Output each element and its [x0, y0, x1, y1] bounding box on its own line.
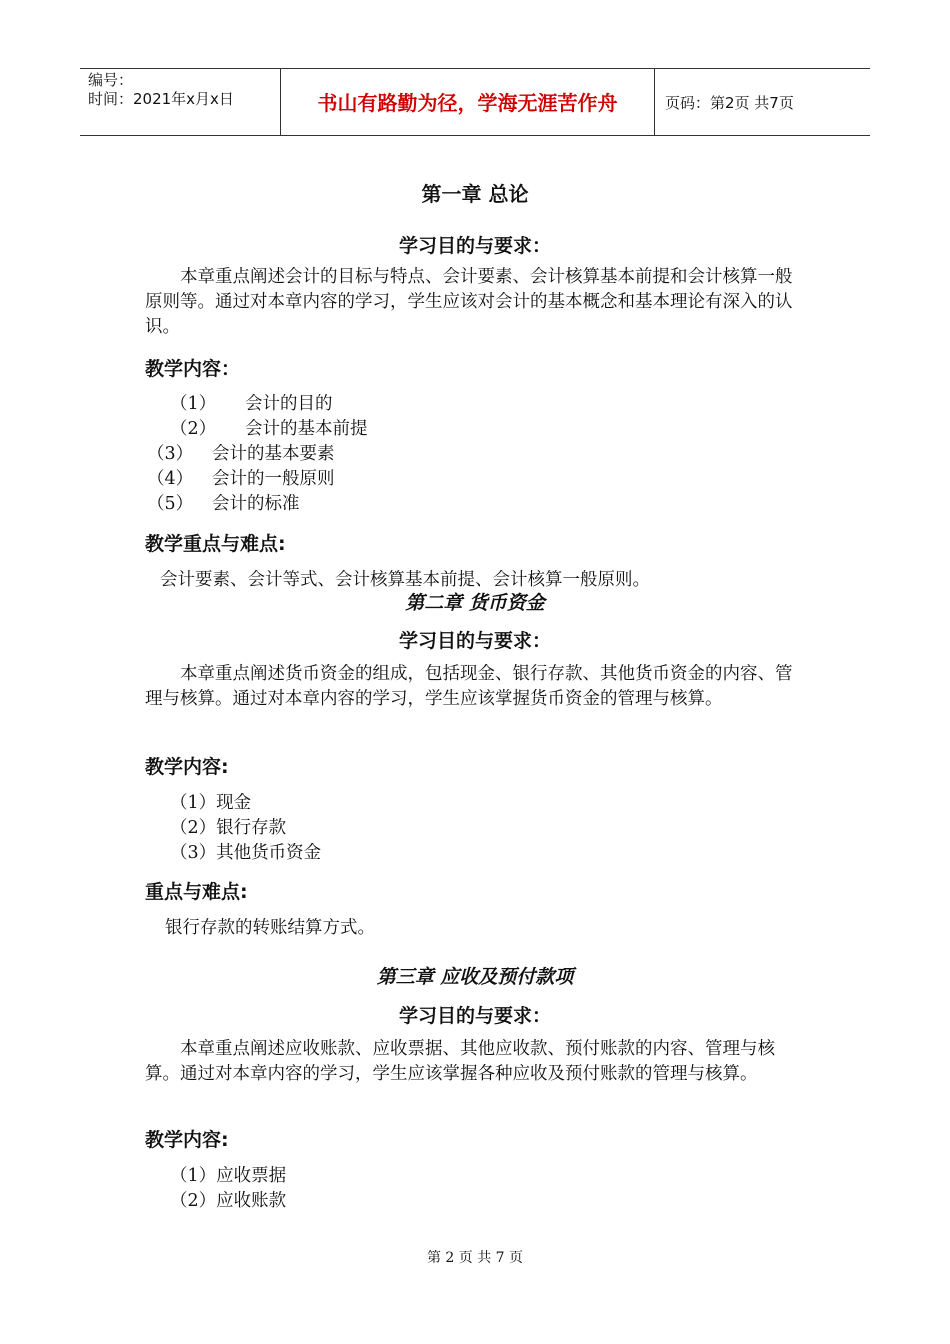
page-footer: 第 2 页 共 7 页 [426, 1250, 524, 1266]
header-page-info: 页码：第2页 共7页 [665, 94, 794, 112]
list-item: （5） [147, 494, 194, 514]
chapter-1-content-heading: 教学内容： [145, 358, 241, 380]
list-item: （2）银行存款 [170, 818, 287, 838]
header-meta-cell [80, 69, 281, 135]
chapter-1-key-heading: 教学重点与难点: [145, 533, 286, 555]
list-item-text: 会计的基本前提 [245, 419, 368, 439]
chapter-2-key-heading: 重点与难点: [145, 881, 248, 903]
list-item: （2）应收账款 [170, 1191, 287, 1211]
list-item: （1） [170, 394, 217, 414]
list-item: （3） [147, 444, 194, 464]
chapter-2-key-text: 银行存款的转账结算方式。 [165, 918, 375, 938]
chapter-3-content-heading: 教学内容: [145, 1129, 229, 1151]
list-item: （1）现金 [170, 793, 252, 813]
list-item: （1）应收票据 [170, 1166, 287, 1186]
chapter-1-goal-paragraph: 本章重点阐述会计的目标与特点、会计要素、会计核算基本前提和会计核算一般原则等。通过对本章内容的学习，学生应该对会计的基本概念和基本理论有深入的认识。 [145, 267, 793, 337]
list-item: （3）其他货币资金 [170, 843, 322, 863]
chapter-3-title: 第三章 应收及预付款项 [376, 966, 574, 988]
page-header-table [80, 68, 870, 136]
list-item-text: 会计的一般原则 [212, 469, 335, 489]
chapter-3-goal-heading: 学习目的与要求： [398, 1005, 551, 1027]
chapter-1-key-text: 会计要素、会计等式、会计核算基本前提、会计核算一般原则。 [160, 570, 650, 590]
list-item-text: 会计的基本要素 [212, 444, 335, 464]
chapter-1-goal-highlight: 会计的目标与特点、会计要素、会计核算基本前提和会计核算一般原则 [145, 267, 793, 312]
chapter-1-title: 第一章 总论 [421, 182, 529, 206]
chapter-2-content-heading: 教学内容: [145, 756, 229, 778]
chapter-3-goal-paragraph: 本章重点阐述应收账款、应收票据、其他应收款、预付账款的内容、管理与核算。通过对本章内容的学习，学生应该掌握各种应收及预付账款的管理与核算。 [145, 1039, 775, 1084]
header-time: 时间：2021年x月x日 [88, 90, 234, 108]
chapter-2-goal-paragraph: 本章重点阐述货币资金的组成，包括现金、银行存款、其他货币资金的内容、管理与核算。通过对本章内容的学习，学生应该掌握货币资金的管理与核算。 [145, 664, 793, 709]
list-item: （2） [170, 419, 217, 439]
header-number: 编号： [88, 71, 134, 89]
list-item-text: 会计的标准 [212, 494, 300, 514]
list-item: （4） [147, 469, 194, 489]
chapter-2-goal-heading: 学习目的与要求： [398, 630, 551, 652]
list-item-text: 会计的目的 [245, 394, 333, 414]
header-motto: 书山有路勤为径，学海无涯苦作舟 [281, 69, 655, 135]
chapter-1-goal-heading: 学习目的与要求： [398, 235, 551, 257]
chapter-2-title: 第二章 货币资金 [405, 592, 545, 614]
